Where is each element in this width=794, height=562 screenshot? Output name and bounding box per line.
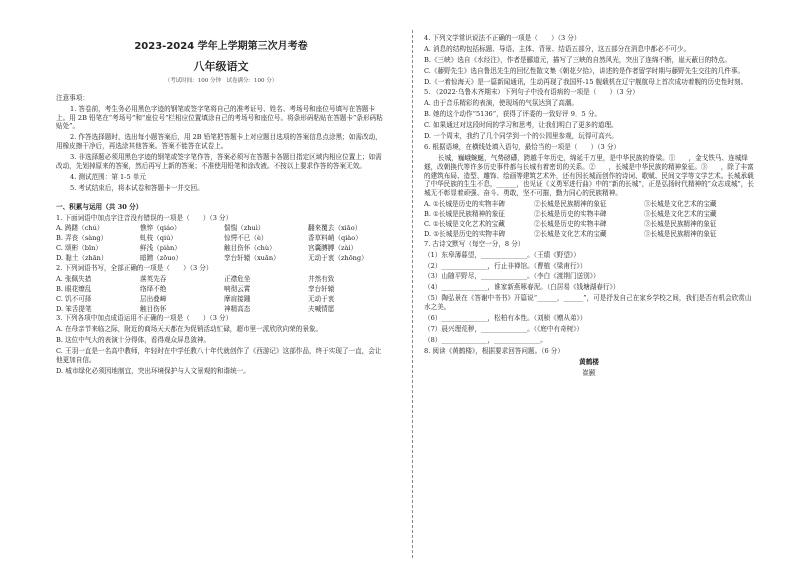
option: ③长城是民族精神的象征 (644, 229, 717, 238)
question-2-row (56, 285, 386, 294)
question-1-row (56, 254, 386, 263)
exam-subtitle: 八年级语文 (193, 59, 249, 73)
option: ②长城是历史的实物丰碑 (534, 210, 607, 219)
option: D. 笨舌提笔 (56, 304, 92, 313)
question-6-row (424, 220, 754, 229)
option: ②长城是历史的实物丰碑 (534, 220, 607, 229)
question-7-stem: 7. 古诗文默写（每空一分，8 分） (424, 239, 525, 248)
option: 触目伤怀（chù） (224, 244, 276, 253)
notice-item: 1. 答卷前，考生务必用黑色字迹的钢笔或签字笔将自己的准考证号、姓名、考场号和座位号填写在答题卡上。用 2B 铅笔在“考场号”和“座位号”栏相应位置填涂自己的考场号和座位号。将条形码粘贴在答题卡“条形码粘贴处”。 (56, 104, 383, 131)
question-2-row (56, 295, 386, 304)
option: D. ①长城是历史的实物丰碑 (424, 229, 506, 238)
question-7-item: （3）山随平野尽，______________。（李白《渡荆门送别》） (424, 272, 600, 281)
option: 神精高态 (224, 304, 251, 313)
notice-item: 4. 测试范围：第 1-5 单元 (70, 172, 146, 181)
question-1-stem: 1. 下面词语中加点字注音没有错误的一项是（ ）（3 分） (56, 213, 233, 222)
poem-title: 黄鹤楼 (579, 357, 599, 366)
question-3-option: C. 王羽一直是一名高中教师，年轻时在中学任教八十年代就创作了《西游记》这部作品，终于实现了一直，会让他更加自信。 (56, 347, 382, 365)
question-5-option: B. 她的这个动作“5136”，获得了评委的一致好评 9．5 分。 (424, 110, 602, 119)
exam-meta: （考试时间：100 分钟 试卷满分：100 分） (164, 78, 278, 85)
option: C. 颂彬（bīn） (56, 244, 102, 253)
option: B. 弄丧（sàng） (56, 234, 108, 243)
left-column (56, 34, 386, 378)
question-4-option: B.《三峡》选自《水经注》，作者是郦道元，描写了三峡的自然风光，突出了连绵不断，崖天蔽日的特点。 (424, 55, 731, 64)
option: ③长城是民族精神的象征 (644, 220, 717, 229)
option: 无动于衷（zhōng） (308, 254, 368, 263)
option: C. 饥不可择 (56, 294, 92, 303)
question-3-option: A. 在母亲节来临之际，附近的商场天天都在为促销活动忙碌，超市里一派欣欣向荣的景象。 (56, 325, 323, 334)
question-3-stem: 3. 下列各项中加点成语运用不正确的一项是（ ）（3 分） (56, 314, 233, 323)
notice-item: 5. 考试结束后，将本试卷和答题卡一并交回。 (70, 183, 204, 192)
right-column (424, 34, 754, 379)
option: 惴惴（zhuì） (224, 224, 265, 233)
option: 憔悴（qiáo） (140, 224, 181, 233)
question-5-option: C. 如果通过对这段时间的学习和思考，让我们明白了更多的道理。 (424, 121, 618, 130)
poem-author: 崔颢 (582, 368, 596, 377)
option: B. 眼花缭乱 (56, 284, 92, 293)
question-1-row (56, 244, 386, 253)
question-7-item: （7）晨兴理荒秽，______________。（《庭中有奇树》） (424, 324, 584, 333)
question-5-option: A. 由于音乐精彩的表演，使现场的气氛达到了高潮。 (424, 99, 579, 108)
option: 落英先吞 (140, 274, 167, 283)
question-1-row (56, 234, 386, 243)
option: 触目伤怀 (140, 304, 167, 313)
question-7-item: （8）______________，______________。 (424, 335, 547, 344)
option: 络绎不绝 (140, 284, 167, 293)
option: 井然有致 (308, 274, 335, 283)
option: C. ①长城是文化艺术的宝藏 (424, 220, 505, 229)
question-3-option: D. 城市绿化必须因地制宜，突出环境保护与人文景观的和谐统一。 (56, 366, 250, 375)
option: 翻来覆去（xiāo） (308, 224, 362, 233)
notice-heading: 注意事项： (56, 93, 89, 102)
question-5-option: D. 一个周末，我约了几个同学到一个的公园里参观，玩得可高兴。 (424, 132, 618, 141)
exam-title: 2023-2024 学年上学期第三次月考卷 (134, 41, 308, 52)
notice-item: 2. 作答选择题时，选出每小题答案后，用 2B 铅笔把答题卡上对应题目选项的答案信息点涂黑；如需改动，用橡皮擦干净后，再选涂其他答案。答案不能答在试卷上。 (56, 133, 382, 151)
option: D. 黏土（zhān） (56, 254, 108, 263)
option: 正襟危坐 (224, 274, 251, 283)
question-4-option: A. 消息的结构包括标题、导语、主体、背景、结语五部分，这五部分在消息中都必不可少。 (424, 44, 691, 53)
question-4-option: D.《一着惊海天》是一篇新闻通讯，生动再现了我国歼-15 舰载机在辽宁舰航母上首次成功着舰的历史性时刻。 (424, 77, 748, 86)
option: A. ①长城是历史的实物丰碑 (424, 200, 505, 209)
option: 孪台轩辕（xuān） (224, 254, 280, 263)
question-7-item: （1）东皋薄暮望，______________。（王绩《野望》） (424, 250, 580, 259)
option: ③长城是文化艺术的宝藏 (644, 210, 717, 219)
question-6-row (424, 230, 754, 239)
option: 暗蹭（zōuo） (140, 254, 183, 263)
question-1-row (56, 224, 386, 233)
option: 夫喊情愿 (308, 304, 335, 313)
question-7-item: （2）______________，行止非禅馆。（曹植《梁甫行》） (424, 261, 587, 270)
option: 孪台轩辕 (308, 284, 335, 293)
question-7-item: （5）陶弘景在《答谢中书书》开篇说“______，______”，可是抒发自己在家乡学校之间，我们是否有机会欣赏山水之美。 (424, 294, 752, 312)
question-4-option: C.《藤野先生》选自鲁迅先生的回忆性散文集《朝花夕拾》，讲述的是作者留学时期与藤野先生交往的几件事。 (424, 66, 745, 75)
option: 无动于衷 (308, 294, 335, 303)
question-7-item: （6）______________，松柏有本性。（刘桢《赠从弟》） (424, 314, 587, 323)
question-2-stem: 2. 下列词语书写，全部正确的一项是（ ）（3 分） (56, 264, 213, 273)
option: 摩肩接踵 (224, 294, 251, 303)
question-4-stem: 4. 下列文学常识说法不正确的一项是（ ）（3 分） (424, 34, 581, 42)
notice-item: 3. 非选择题必须用黑色字迹的钢笔或签字笔作答，答案必须写在答题卡各题目指定区域内相应位置上；如需改动，先划掉原来的答案，然后再写上新的答案；不准使用铅笔和涂改液。不按以上要求作答的答案无效。 (56, 153, 382, 170)
question-2-row (56, 305, 386, 314)
option: 鲜浅（piàn） (140, 244, 181, 253)
option: 虬枝（qiú） (140, 234, 177, 243)
option: 响彻云霄 (224, 284, 251, 293)
option: A. 张佩失措 (56, 274, 92, 283)
option: 宫囊膊膊（zài） (308, 244, 358, 253)
question-6-stem: 6. 根据语境，在横线处填入语句，最恰当的一项是（ ）（3 分） (424, 142, 621, 151)
question-6-passage: 长城，巍峨蜿蜒，气势磅礴，跨越千年历史，绵延千万里，是中华民族的脊梁。① ，金戈铁马、连城烽燧，改朝换代等许多历史事件都与长城有着密切的关系。② ，长城是中华民族的精神象征。③ ，除了丰富的建筑布局、造型、雕饰、绘画等建筑艺术外，还有因长城而创作的诗词、歌赋、民间文学等文学艺术。长城承载了中华民族的生生不息，______，也见证《义勇军进行曲》中的“新的长城”，正是弘扬时代精神的“众志成城”，长城无不彰显着顽强、奋斗、勇敢，坚不可摧，勤力同心的民族精神。 (424, 153, 754, 198)
option: 惊愕不已（è） (224, 234, 268, 243)
question-2-row (56, 275, 386, 284)
option: B. ①长城是民族精神的象征 (424, 210, 505, 219)
option: ②长城是文化艺术的宝藏 (534, 229, 607, 238)
option: 香草料峭（qiào） (308, 234, 362, 243)
column-divider (412, 30, 413, 558)
question-7-item: （4）______________，谁家新燕啄春泥。（白居易《钱塘湖春行》） (424, 283, 620, 292)
question-6-row (424, 200, 754, 209)
option: 层出叠嶂 (140, 294, 167, 303)
question-3-option: B. 这位中气大的表演十分得体，看得观众屏息敛神。 (56, 336, 211, 345)
question-8-stem: 8. 阅读《黄鹤楼》，根据要求回答问题。（6 分） (424, 346, 564, 355)
option: A. 踌躇（chú） (56, 224, 104, 233)
question-5-stem: 5. （2022·乌鲁木齐期末）下列句子中没有语病的一项是（ ）（3 分） (424, 88, 639, 97)
option: ③长城是文化艺术的宝藏 (644, 200, 717, 209)
section-heading: 一、积累与运用（共 30 分） (56, 202, 143, 211)
question-6-row (424, 210, 754, 219)
option: ②长城是民族精神的象征 (534, 200, 607, 209)
